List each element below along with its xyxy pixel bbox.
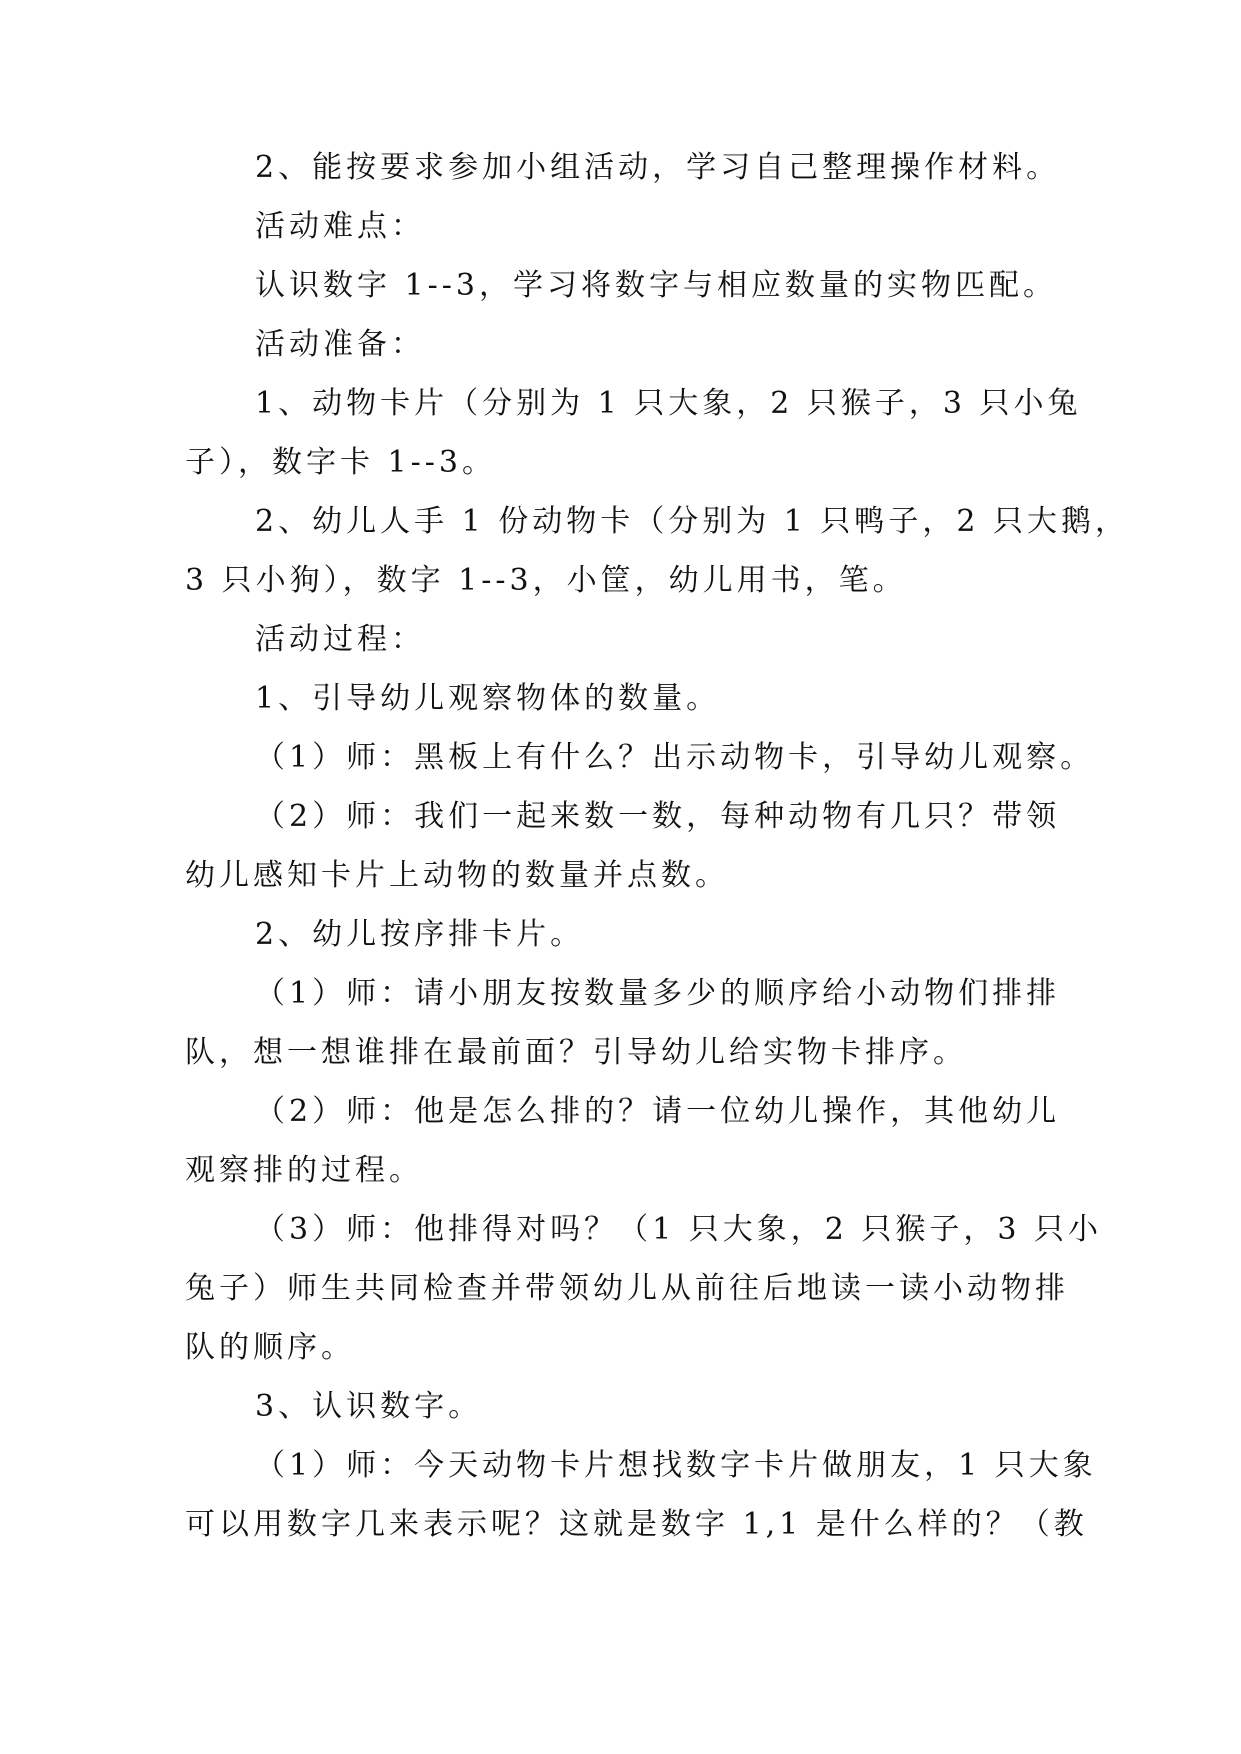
heading-activity-difficulty: 活动难点： — [255, 209, 425, 244]
heading-activity-preparation: 活动准备： — [255, 327, 425, 362]
text-line-21: 队的顺序。 — [185, 1330, 355, 1365]
text-line-5: 1、动物卡片（分别为 1 只大象，2 只猴子，3 只小兔 — [255, 386, 1082, 421]
text-line-24: 可以用数字几来表示呢？这就是数字 1,1 是什么样的？（教 — [185, 1507, 1088, 1542]
text-line-1: 2、能按要求参加小组活动，学习自己整理操作材料。 — [255, 150, 1061, 185]
text-line-20: 兔子）师生共同检查并带领幼儿从前往后地读一读小动物排 — [185, 1271, 1069, 1306]
text-line-3: 认识数字 1--3，学习将数字与相应数量的实物匹配。 — [255, 268, 1057, 303]
text-line-6: 子），数字卡 1--3。 — [185, 445, 496, 480]
text-line-13: 幼儿感知卡片上动物的数量并点数。 — [185, 858, 729, 893]
text-line-16: 队，想一想谁排在最前面？引导幼儿给实物卡排序。 — [185, 1035, 967, 1070]
text-line-7: 2、幼儿人手 1 份动物卡（分别为 1 只鸭子，2 只大鹅， — [255, 504, 1130, 539]
text-line-12: （2）师：我们一起来数一数，每种动物有几只？带领 — [255, 799, 1061, 834]
heading-activity-process: 活动过程： — [255, 622, 425, 657]
text-line-8: 3 只小狗），数字 1--3，小筐，幼儿用书，笔。 — [185, 563, 907, 598]
text-line-15: （1）师：请小朋友按数量多少的顺序给小动物们排排 — [255, 976, 1061, 1011]
text-line-22: 3、认识数字。 — [255, 1389, 483, 1424]
text-line-11: （1）师：黑板上有什么？出示动物卡，引导幼儿观察。 — [255, 740, 1095, 775]
text-line-17: （2）师：他是怎么排的？请一位幼儿操作，其他幼儿 — [255, 1094, 1061, 1129]
text-line-14: 2、幼儿按序排卡片。 — [255, 917, 585, 952]
text-line-19: （3）师：他排得对吗？（1 只大象，2 只猴子，3 只小 — [255, 1212, 1102, 1247]
text-line-23: （1）师：今天动物卡片想找数字卡片做朋友，1 只大象 — [255, 1448, 1097, 1483]
text-line-18: 观察排的过程。 — [185, 1153, 423, 1188]
text-line-10: 1、引导幼儿观察物体的数量。 — [255, 681, 721, 716]
